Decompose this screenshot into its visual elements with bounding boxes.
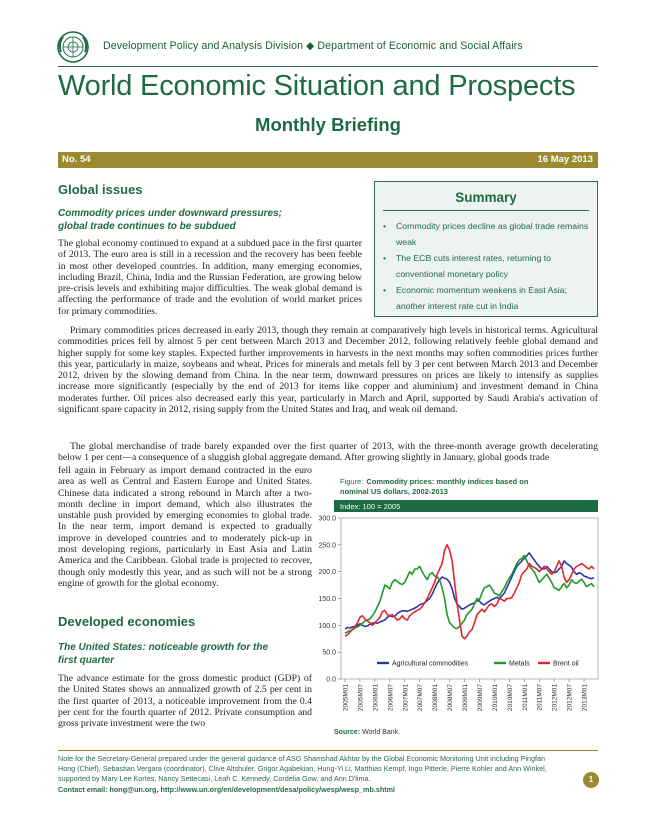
issue-number: No. 54 xyxy=(62,154,91,165)
footer-contact[interactable]: Contact email: hong@un.org, http://www.un.org/en/development/desa/policy/wesp/wesp_mb.shtml xyxy=(58,784,396,794)
x-tick-label: 2005M07 xyxy=(357,684,365,712)
y-tick-label: 200.0 xyxy=(318,569,336,577)
y-tick-label: 50.0 xyxy=(322,649,336,657)
x-tick-label: 2008M07 xyxy=(447,684,455,712)
page-number: 1 xyxy=(583,772,599,788)
bullet-icon: • xyxy=(383,285,387,295)
global-paragraph-3: The global merchandise of trade barely expanded over the first quarter of 2013, with the three-month average growth decelerating below 1 per cent—a consequence of a sluggish global aggregate demand. After growing slightly in January, global goods trade xyxy=(58,441,598,464)
chart-index-label: Index: 100 = 2005 xyxy=(340,502,401,511)
y-tick-label: 250.0 xyxy=(318,542,336,550)
chart-title-main-1: Commodity prices: monthly indices based on xyxy=(366,477,529,486)
legend-label-metals: Metals xyxy=(509,660,530,668)
global-paragraph-2: Primary commodities prices decreased in early 2013, though they remain at comparatively high levels in historical terms. Agricultural commodities prices fell by almost 5 per cent between March 2013 and December 2012, following relatively feeble global demand and higher supply for some key staples. Expected further improvements in harvests in the next months may soften commodities prices further this year, particularly in maize, soybeans and wheat. Prices for minerals and metals fell by 3 per cent between March 2013 and December 2012, driven by the slowing demand from China. In the near term, downward pressures on prices are likely to intensify as supplies increase more significantly (especially by the end of 2013 for items like copper and aluminium) and investment demand in China moderates further. Oil prices also decreased early this year, particularly in March and April, supported by Saudi Arabia's activation of significant spare capacity in 2012, rising supply from the United States and Iraq, and weak oil demand. xyxy=(58,325,598,416)
x-tick-label: 2010M01 xyxy=(491,684,499,712)
heading-global-issues: Global issues xyxy=(58,182,143,197)
legend-label-oil: Brent oil xyxy=(553,660,579,668)
summary-box xyxy=(374,181,598,317)
y-tick-label: 300.0 xyxy=(318,515,336,523)
x-tick-label: 2006M01 xyxy=(372,684,380,712)
x-tick-label: 2009M07 xyxy=(476,684,484,712)
footer-note xyxy=(58,754,563,795)
summary-item-text: Economic momentum weakens in East Asia; another interest rate cut in India xyxy=(396,285,567,311)
publication-subtitle: Monthly Briefing xyxy=(255,114,401,135)
bullet-icon: • xyxy=(383,221,387,231)
division-name: Development Policy and Analysis Division ◆ Department of Economic and Social Affairs xyxy=(103,40,523,52)
developed-paragraph-1: The advance estimate for the gross domestic product (GDP) of the United States shows an annualized growth of 2.5 per cent in the first quarter of 2013, a noticeable improvement from the 0.4 per cent for the fourth quarter of 2012. Private consumption and gross private investment were the two xyxy=(58,673,312,730)
commodity-price-chart xyxy=(318,476,606,741)
publication-title: World Economic Situation and Prospects xyxy=(58,70,576,102)
x-tick-label: 2008M01 xyxy=(432,684,440,712)
summary-title: Summary xyxy=(455,190,517,205)
y-tick-label: 150.0 xyxy=(318,596,336,603)
chart-source-label: Source: xyxy=(334,729,361,736)
plot-area xyxy=(318,516,598,712)
x-tick-label: 2006M07 xyxy=(387,684,395,712)
x-tick-label: 2012M07 xyxy=(566,684,574,712)
summary-rule xyxy=(383,210,589,211)
chart-source-text: World Bank. xyxy=(362,729,401,736)
global-paragraph-1: The global economy continued to expand at a subdued pace in the first quarter of 2013. The euro area is still in a recession and the recovery has been feeble in most other developed countries. In addition, many emerging economies, including Brazil, China, India and the Russian Federation, are growing below pre-crisis levels and exhibiting major difficulties. The weak global demand is affecting the performance of trade and the evolution of world market prices for primary commodities. xyxy=(58,238,362,317)
header-rule xyxy=(58,66,598,67)
un-emblem-logo xyxy=(56,30,90,64)
y-tick-label: 100.0 xyxy=(318,622,336,630)
x-tick-label: 2009M01 xyxy=(462,684,470,712)
footer-note-text: Note for the Secretary-General prepared under the general guidance of ASG Shamshad Akhtar by the Global Economic Monitoring Unit including Pingfan Hong (Chief), Sebastian Vergara (coordinator), Clive Altshuler, Grigor Agabekian, Hung-Yi Li, Matthias Kempf, Ingo Pitterle, Pierre Kohler and Ann Winkel, supported by Mary Lee Kortes, Nancy Settecasi, Leah C. Kennedy, Cordelia Gow, and Ann D'lima. xyxy=(58,754,547,784)
subheading-commodity-prices: Commodity prices under downward pressures; global trade continues to be subdued xyxy=(58,208,282,232)
subheading-united-states: The United States: noticeable growth for the first quarter xyxy=(58,642,269,666)
global-paragraph-3-cont: fell again in February as import demand contracted in the euro area as well as Central and Eastern Europe and United States. Chinese data indicated a strong rebound in March after a two-month decline in import demand, which also illustrates the unstable push provided by emerging economies to global trade. In the near term, import demand is expected to gradually improve in developed countries and to moderately pick-up in most developing regions, particularly in East Asia and Latin America and the Caribbean. Global trade is projected to recover, though only modestly this year, and as such will not be a strong engine of growth for the global economy. xyxy=(58,465,312,589)
x-tick-label: 2012M01 xyxy=(551,684,559,712)
y-tick-label: 0.0 xyxy=(326,676,336,684)
x-tick-label: 2013M01 xyxy=(581,684,589,712)
footer-rule xyxy=(58,750,598,751)
x-tick-label: 2005M01 xyxy=(342,684,350,712)
x-tick-label: 2010M07 xyxy=(506,684,514,712)
bullet-icon: • xyxy=(383,253,387,263)
x-tick-label: 2007M07 xyxy=(417,684,425,712)
chart-source xyxy=(334,729,400,736)
x-tick-label: 2007M01 xyxy=(402,684,410,712)
summary-item-text: Commodity prices decline as global trade remains weak xyxy=(396,221,589,247)
chart-title-line-2: nominal US dollars, 2002-2013 xyxy=(340,487,448,496)
summary-item-text: The ECB cuts interest rates, returning to conventional monetary policy xyxy=(396,253,551,279)
chart-title-prefix: Figure: xyxy=(340,477,364,486)
x-tick-label: 2011M07 xyxy=(536,684,544,711)
issue-bar xyxy=(58,152,598,168)
x-tick-label: 2011M01 xyxy=(521,684,529,711)
heading-developed-economies: Developed economies xyxy=(58,614,196,629)
legend-label-agri: Agricultural commodities xyxy=(392,660,469,668)
issue-date: 16 May 2013 xyxy=(537,154,593,165)
chart-title xyxy=(340,477,529,486)
plot-frame xyxy=(341,518,598,679)
